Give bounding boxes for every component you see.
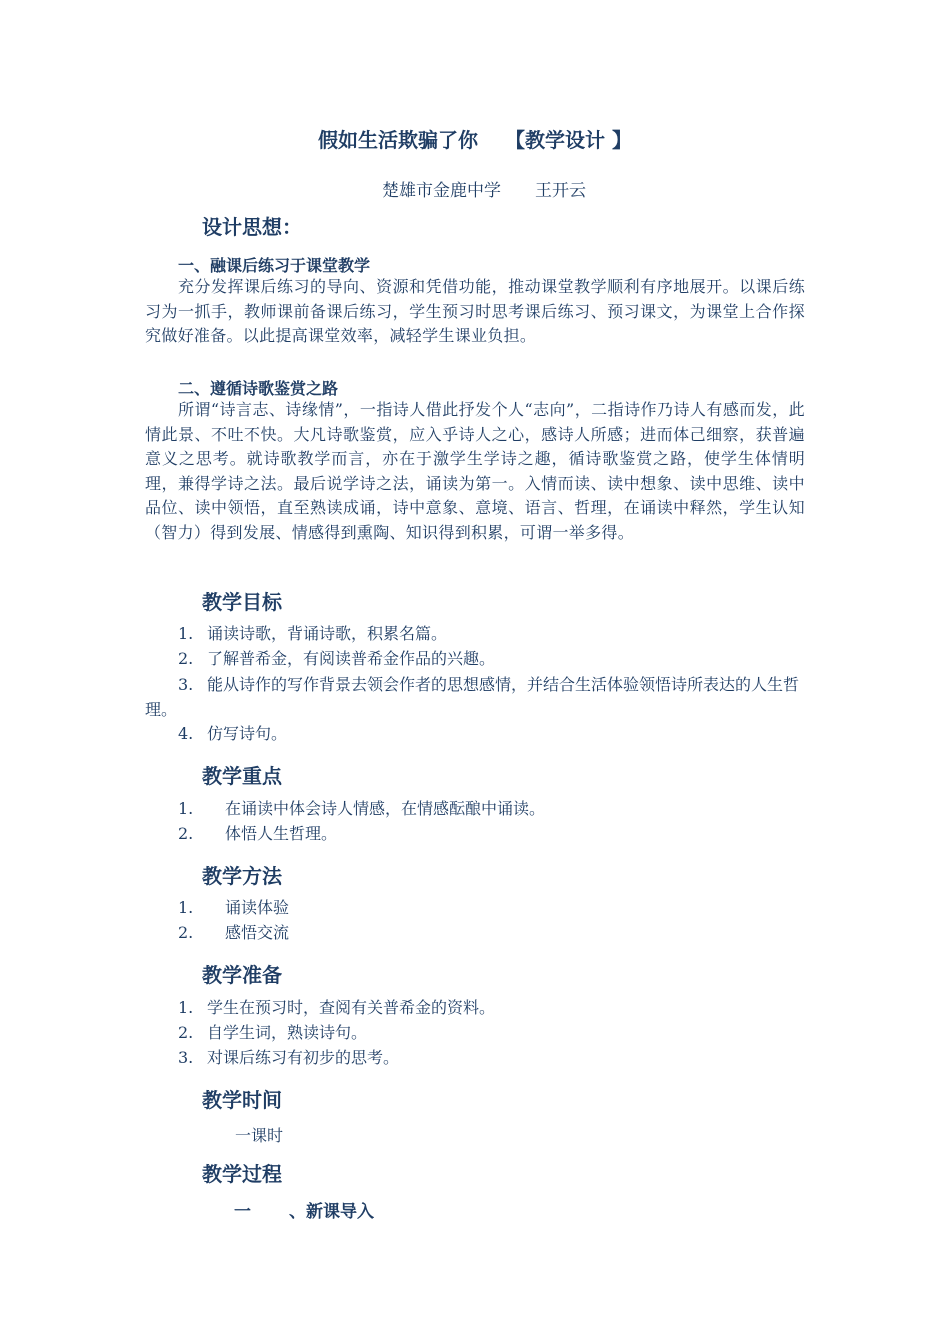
list-item-number: 2. — [178, 824, 194, 843]
time-text: 一课时 — [235, 1126, 284, 1145]
list-item-text: 学生在预习时，查阅有关普希金的资料。 — [207, 998, 496, 1017]
list-item-number: 1. — [178, 998, 194, 1017]
process-step-1 — [234, 1197, 374, 1222]
list-item-text: 能从诗作的写作背景去领会作者的思想感情，并结合生活体验领悟诗所表达的人生哲理。 — [145, 675, 800, 719]
section1-body: 充分发挥课后练习的导向、资源和凭借功能，推动课堂教学顺利有序地展开。以课后练习为一抓手，教师课前备课后练习，学生预习时思考课后练习、预习课文，为课堂上合作探究做好准备。以此提高课堂效率，减轻学生课业负担。 — [145, 277, 805, 346]
list-item — [145, 673, 805, 722]
list-item — [178, 797, 545, 822]
key-points-heading: 教学重点 — [202, 764, 282, 788]
time-heading: 教学时间 — [202, 1088, 282, 1112]
list-item — [178, 1021, 367, 1046]
list-item-text: 体悟人生哲理。 — [225, 824, 338, 843]
list-item-number: 2. — [178, 649, 194, 668]
list-item-text: 诵读诗歌，背诵诗歌，积累名篇。 — [207, 624, 448, 643]
list-item-number: 1. — [178, 799, 194, 818]
list-item-number: 4. — [178, 724, 194, 743]
list-item-text: 在诵读中体会诗人情感，在情感酝酿中诵读。 — [225, 799, 546, 818]
list-item-text: 诵读体验 — [225, 898, 290, 917]
list-item-text: 了解普希金，有阅读普希金作品的兴趣。 — [207, 649, 496, 668]
list-item-number: 3. — [178, 675, 194, 694]
design-thought-heading: 设计思想： — [202, 215, 302, 239]
document-title: 假如生活欺骗了你 【教学设计 】 — [318, 128, 632, 152]
section2-body: 所谓“诗言志、诗缘情”，一指诗人借此抒发个人“志向”，二指诗作乃诗人有感而发，此情此景、不吐不快。大凡诗歌鉴赏，应入乎诗人之心，感诗人所感；进而体己细察，获普遍意义之思考。就诗歌教学而言，亦在于激学生学诗之趣，循诗歌鉴赏之路，使学生体情明理，兼得学诗之法。最后说学诗之法，诵读为第一。入情而读、读中想象、读中思维、读中品位、读中领悟，直至熟读成诵，诗中意象、意境、语言、哲理，在诵读中释然，学生认知（智力）得到发展、情感得到熏陶、知识得到积累，可谓一举多得。 — [145, 400, 805, 542]
process-step-number: 一 — [234, 1202, 251, 1222]
author-line: 楚雄市金鹿中学 王开云 — [382, 181, 586, 201]
list-item-number: 2. — [178, 1023, 194, 1042]
list-item — [178, 647, 495, 672]
list-item-text: 感悟交流 — [225, 923, 290, 942]
list-item — [178, 1046, 399, 1071]
list-item — [178, 896, 289, 921]
list-item-number: 1. — [178, 624, 194, 643]
list-item — [178, 722, 287, 747]
list-item — [178, 996, 495, 1021]
list-item-text: 自学生词，熟读诗句。 — [207, 1023, 368, 1042]
goals-heading: 教学目标 — [202, 590, 282, 614]
list-item-number: 2. — [178, 923, 194, 942]
list-item-text: 仿写诗句。 — [207, 724, 288, 743]
process-step-text: 、新课导入 — [289, 1202, 374, 1222]
preparation-heading: 教学准备 — [202, 963, 282, 987]
list-item — [178, 921, 289, 946]
methods-heading: 教学方法 — [202, 864, 282, 888]
list-item-number: 1. — [178, 898, 194, 917]
list-item — [178, 622, 447, 647]
list-item-text: 对课后练习有初步的思考。 — [207, 1048, 400, 1067]
list-item — [178, 822, 337, 847]
list-item-number: 3. — [178, 1048, 194, 1067]
section2-heading: 二、遵循诗歌鉴赏之路 — [178, 379, 339, 398]
section1-heading: 一、融课后练习于课堂教学 — [178, 256, 371, 275]
process-heading: 教学过程 — [202, 1162, 282, 1186]
